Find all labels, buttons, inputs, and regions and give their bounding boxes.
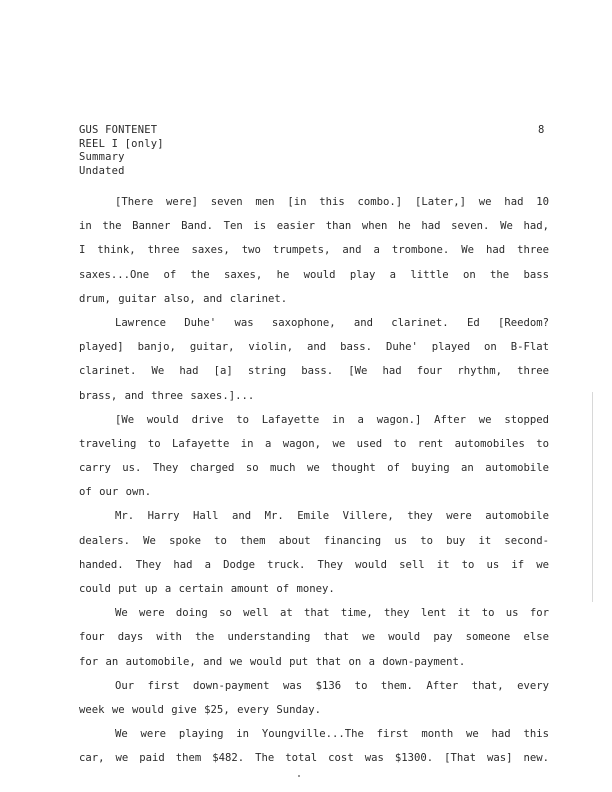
text-line: dealers. We spoke to them about financing us to buy it second- <box>79 534 549 547</box>
text-line: drum, guitar also, and clarinet. <box>79 292 288 305</box>
document-type: Summary <box>79 151 125 163</box>
paragraph <box>79 601 549 674</box>
text-line: carry us. They charged so much we thought of buying an automobile <box>79 462 549 475</box>
text-line: Lawrence Duhe' was saxophone, and clarinet. Ed [Reedom? <box>115 316 549 329</box>
text-line: Mr. Harry Hall and Mr. Emile Villere, they were automobile <box>115 510 549 523</box>
text-line: in the Banner Band. Ten is easier than when he had seven. We had, <box>79 220 549 233</box>
text-line: brass, and three saxes.]... <box>79 389 255 402</box>
text-line: Our first down-payment was $136 to them. After that, every <box>115 679 549 692</box>
text-line: for an automobile, and we would put that on a down-payment. <box>79 655 466 668</box>
text-line: [There were] seven men [in this combo.] [Later,] we had 10 <box>115 196 549 208</box>
text-line: clarinet. We had [a] string bass. [We had four rhythm, three <box>79 365 549 378</box>
text-line: I think, three saxes, two trumpets, and a trombone. We had three <box>79 244 549 257</box>
text-line: handed. They had a Dodge truck. They would sell it to us if we <box>79 558 549 571</box>
text-line: We were doing so well at that time, they lent it to us for <box>115 607 549 620</box>
reel-label: REEL I [only] <box>79 137 164 150</box>
text-line: could put up a certain amount of money. <box>79 583 335 595</box>
scan-edge-mark <box>592 392 593 602</box>
paragraph <box>79 408 549 505</box>
text-line: [We would drive to Lafayette in a wagon.] After we stopped <box>115 413 549 426</box>
paragraph <box>79 722 549 770</box>
text-line: car, we paid them $482. The total cost was $1300. [That was] new. <box>79 752 549 765</box>
document-date: Undated <box>79 164 125 177</box>
paragraph <box>79 311 549 408</box>
text-line: traveling to Lafayette in a wagon, we used to rent automobiles to <box>79 437 549 450</box>
document-header <box>79 124 164 178</box>
paragraph <box>79 190 549 311</box>
page-number: 8 <box>538 124 545 136</box>
text-line: saxes...One of the saxes, he would play a little on the bass <box>79 268 549 281</box>
scan-speck <box>298 775 300 777</box>
text-line: played] banjo, guitar, violin, and bass. Duhe' played on B-Flat <box>79 341 549 354</box>
paragraph <box>79 674 549 722</box>
text-line: four days with the understanding that we would pay someone else <box>79 631 549 644</box>
text-line: week we would give $25, every Sunday. <box>79 703 321 716</box>
paragraph <box>79 504 549 601</box>
interviewee-name: GUS FONTENET <box>79 124 158 136</box>
text-line: We were playing in Youngville...The first month we had this <box>115 728 549 741</box>
text-line: of our own. <box>79 486 152 499</box>
transcript-body <box>79 190 549 771</box>
